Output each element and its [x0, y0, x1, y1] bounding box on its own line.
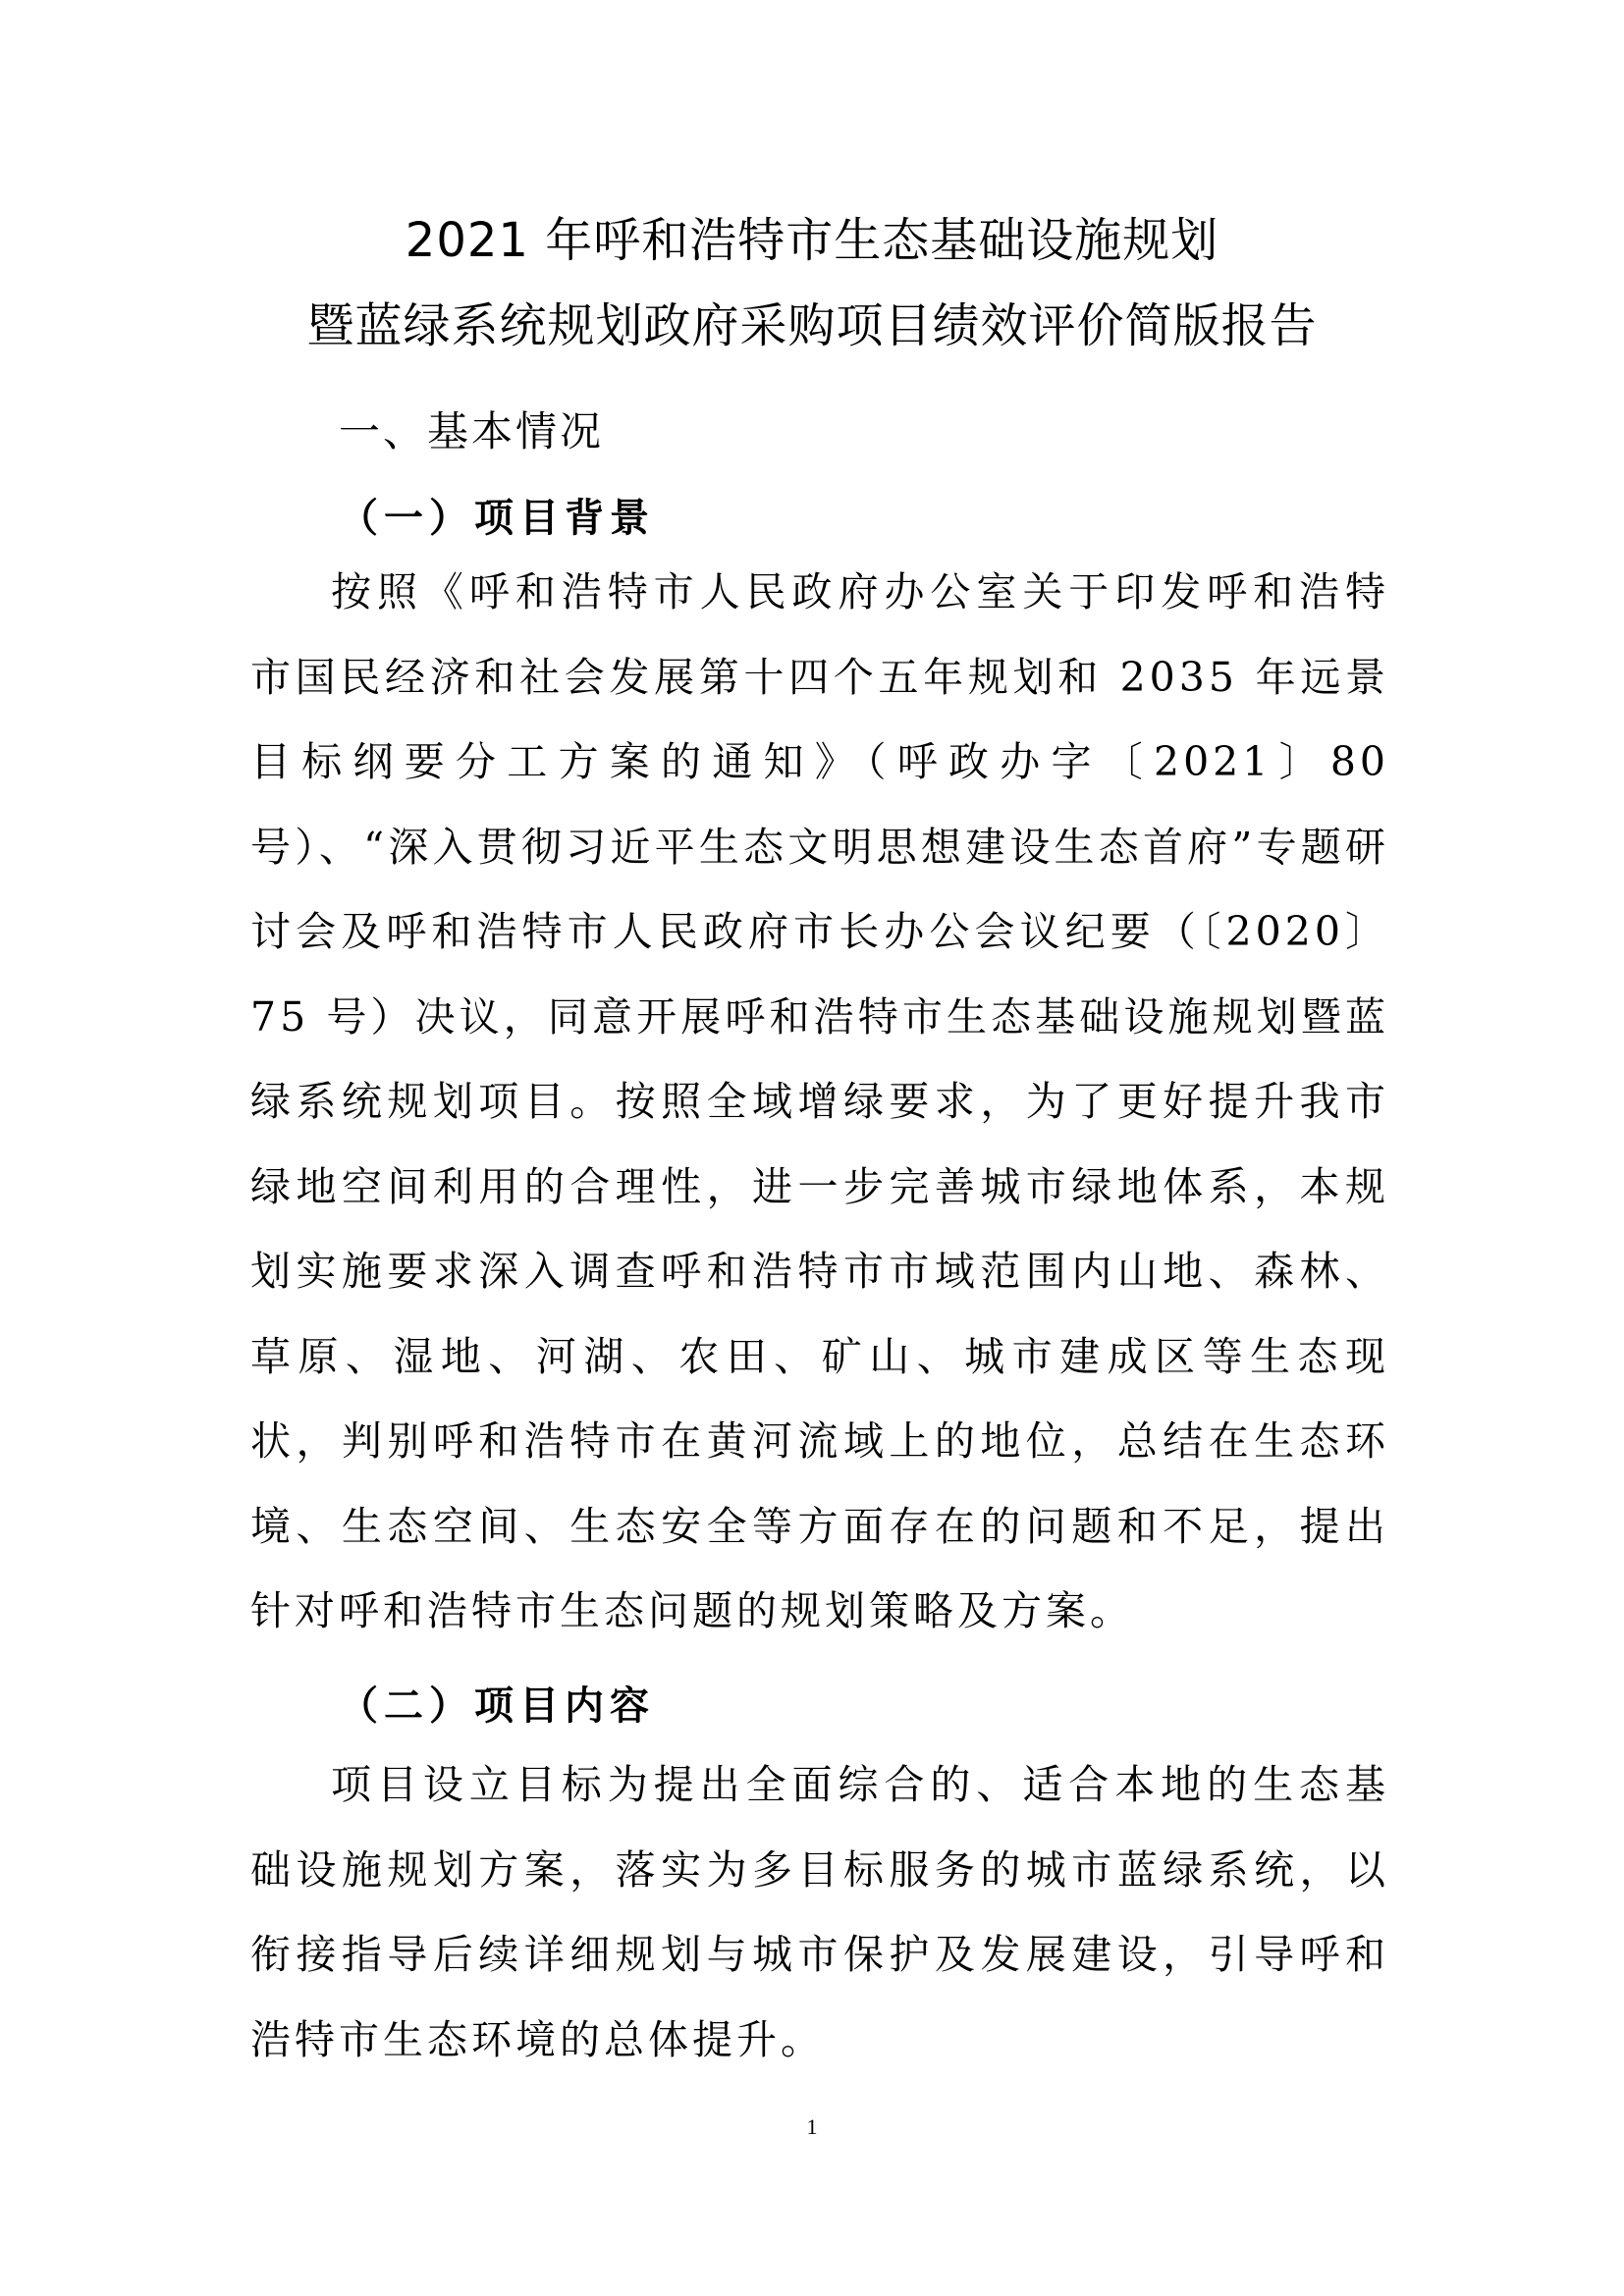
section-heading-basic-info: 一、基本情况: [339, 407, 605, 455]
document-title-line-1: 2021 年呼和浩特市生态基础设施规划: [405, 213, 1219, 268]
page-number: 1: [806, 2114, 818, 2139]
subsection-heading-project-background: （一）项目背景: [339, 496, 655, 541]
paragraph-project-background: 按照《呼和浩特市人民政府办公室关于印发呼和浩特市国民经济和社会发展第十四个五年规划和 2035 年远景目标纲要分工方案的通知》（呼政办字〔2021〕80 号）、“深入贯彻习近平生态文明思想建设生态首府”专题研讨会及呼和浩特市人民政府市长办公会议纪要（〔2020〕75 号）决议，同意开展呼和浩特市生态基础设施规划暨蓝绿系统规划项目。按照全域增绿要求，为了更好提升我市绿地空间利用的合理性，进一步完善城市绿地体系，本规划实施要求深入调查呼和浩特市市域范围内山地、森林、草原、湿地、河湖、农田、矿山、城市建成区等生态现状，判别呼和浩特市在黄河流域上的地位，总结在生态环境、生态空间、生态安全等方面存在的问题和不足，提出针对呼和浩特市生态问题的规划策略及方案。: [250, 568, 1389, 1634]
document-title-line-2: 暨蓝绿系统规划政府采购项目绩效评价简版报告: [306, 298, 1318, 353]
paragraph-project-content: 项目设立目标为提出全面综合的、适合本地的生态基础设施规划方案，落实为多目标服务的城市蓝绿系统，以衔接指导后续详细规划与城市保护及发展建设，引导呼和浩特市生态环境的总体提升。: [250, 1761, 1389, 2063]
subsection-heading-project-content: （二）项目内容: [339, 1683, 655, 1729]
